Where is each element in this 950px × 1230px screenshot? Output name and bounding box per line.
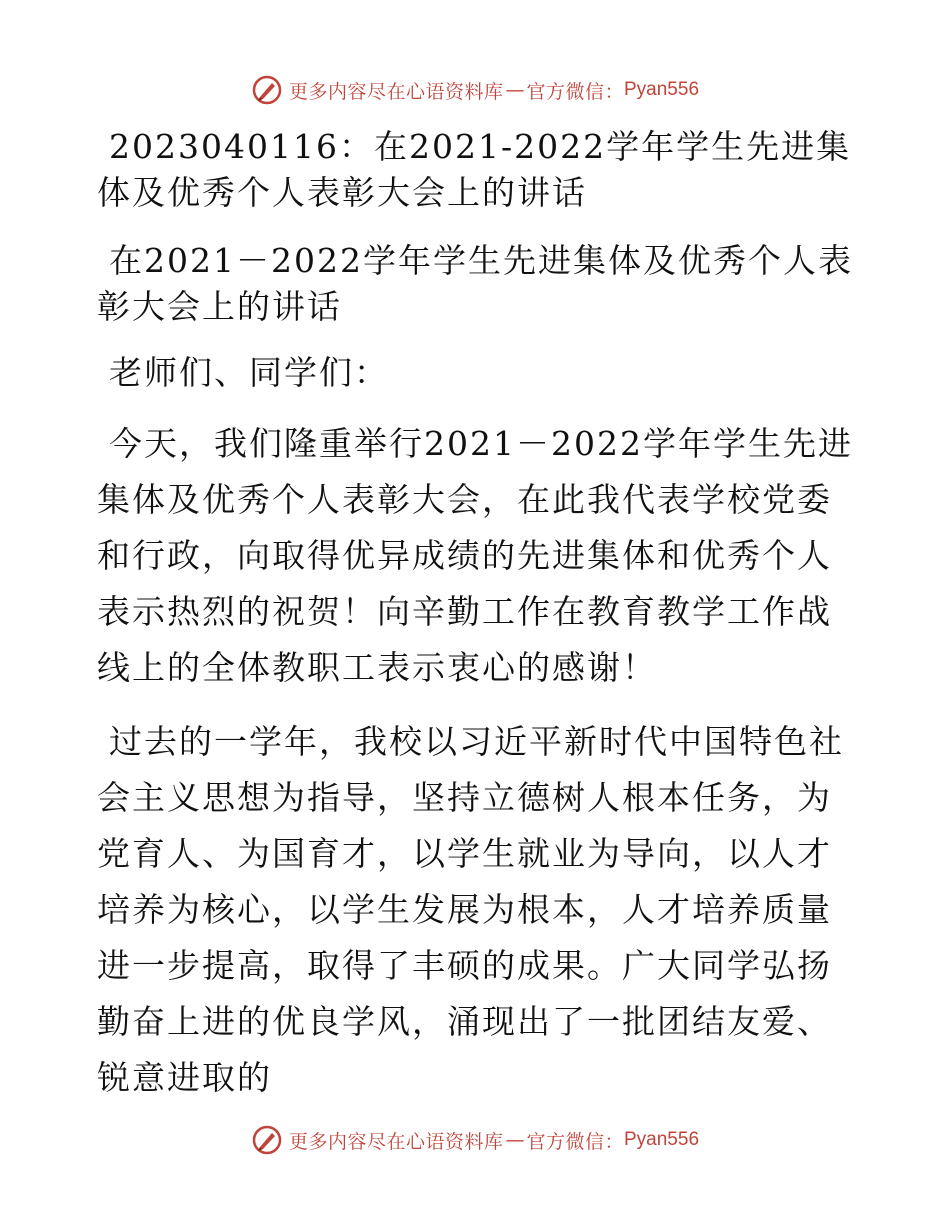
paragraph-1: 今天，我们隆重举行2021－2022学年学生先进集体及优秀个人表彰大会，在此我代表学校党委和行政，向取得优异成绩的先进集体和优秀个人表示热烈的祝贺！向辛勤工作在教育教学工作战线上的全体教职工表示衷心的感谢！ [97, 424, 853, 687]
watermark-separator: — [505, 1129, 525, 1151]
greeting: 老师们、同学们： [109, 353, 389, 392]
pen-logo-icon [251, 1124, 283, 1156]
pen-logo-icon [251, 74, 283, 106]
paragraph-2: 过去的一学年，我校以习近平新时代中国特色社会主义思想为指导，坚持立德树人根本任务，为党育人、为国育才，以学生就业为导向，以人才培养为核心，以学生发展为根本，人才培养质量进一步提高，取得了丰硕的成果。广大同学弘扬勤奋上进的优良学风，涌现出了一批团结友爱、锐意进取的 [97, 722, 844, 1097]
watermark-text: 更多内容尽在心语资料库 [288, 1130, 504, 1153]
watermark-text: 更多内容尽在心语资料库 [288, 80, 504, 103]
watermark-handle: Pyan556 [624, 79, 700, 100]
document-title: 在2021－2022学年学生先进集体及优秀个人表彰大会上的讲话 [97, 241, 853, 326]
watermark-handle: Pyan556 [624, 1129, 700, 1150]
footer-watermark [0, 1120, 950, 1160]
watermark-official-label: 官方微信： [526, 1130, 624, 1153]
header-watermark [0, 70, 950, 110]
document-body [97, 124, 857, 1124]
document-title-id-line: 2023040116：在2021-2022学年学生先进集体及优秀个人表彰大会上的讲话 [97, 127, 852, 212]
watermark-official-label: 官方微信： [526, 80, 624, 103]
watermark-separator: — [505, 79, 525, 101]
